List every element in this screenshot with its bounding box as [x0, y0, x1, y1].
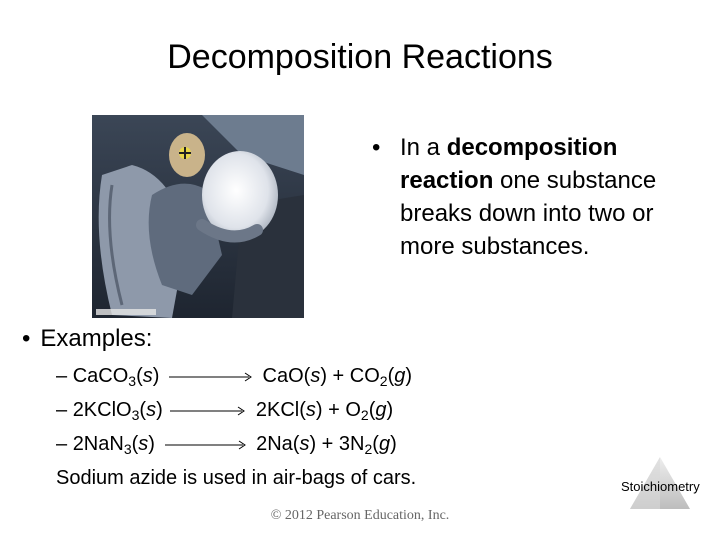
reaction-arrow-icon: [168, 405, 250, 417]
reaction-arrow-icon: [161, 439, 251, 451]
examples-heading: • Examples:: [22, 325, 153, 352]
copyright-footer: © 2012 Pearson Education, Inc.: [270, 508, 450, 523]
reaction-arrow-icon: [165, 371, 257, 383]
bold-term: decomposition reaction: [400, 134, 618, 194]
stoichiometry-label: Stoichiometry: [621, 479, 700, 494]
decomposition-definition: • In a decomposition reaction one substance breaks down into two or more substances.: [372, 131, 672, 263]
equation-potassium-chlorate: – 2KClO$_3$(s) $2KCl(s) + O_2(g)$: [56, 399, 394, 423]
bullet-dot: •: [22, 325, 31, 352]
airbag-note: Sodium azide is used in air-bags of cars.: [56, 467, 417, 489]
crash-test-airbag-photo: [92, 115, 304, 318]
slide-title: Decomposition Reactions: [167, 38, 553, 76]
bullet-dot: •: [372, 134, 381, 161]
equation-sodium-azide: – 2NaN$_3$(s) $2Na(s) + 3N_2(g)$: [56, 433, 397, 457]
equation-calcium-carbonate: – CaCO$_3$(s) $CaO(s) + CO_2(g)$: [56, 365, 413, 389]
